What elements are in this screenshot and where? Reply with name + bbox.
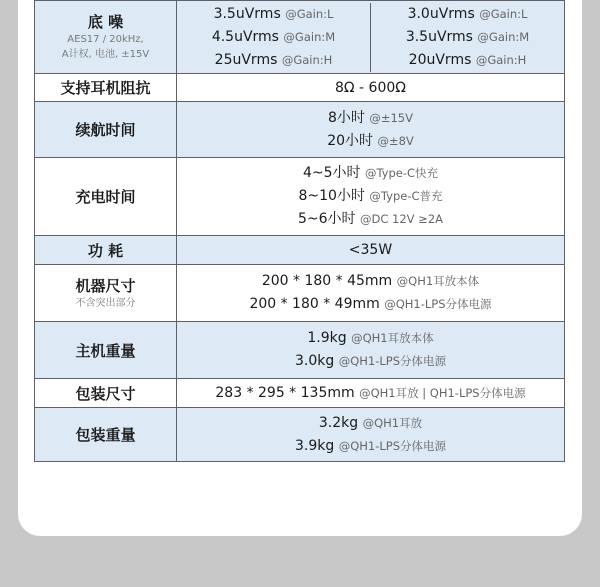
noise-left-note: @Gain:M [283,29,336,44]
row-power [35,236,565,265]
row-size [35,265,565,322]
noise-left-value: 4.5uVrms [211,28,279,45]
package-size-note: @QH1耳放 | QH1-LPS分体电源 [359,386,526,400]
impedance-value: 8Ω - 600Ω [177,74,565,102]
noise-left-value: 3.5uVrms [213,5,281,22]
charge-time-label: 充电时间 [35,158,177,236]
weight-note: @QH1-LPS分体电源 [338,354,447,368]
charge-time-value: 4~5小时 [302,165,361,181]
noise-values-cell [177,1,565,74]
noise-label-cell [35,1,177,74]
noise-left-note: @Gain:L [285,6,334,21]
charge-time-values [177,158,565,236]
battery-life-values [177,102,565,158]
size-value: 200 * 180 * 49mm [249,296,380,312]
package-weight-note: @QH1-LPS分体电源 [338,438,447,453]
row-package-size [35,379,565,408]
weight-label: 主机重量 [35,322,177,379]
noise-right-note: @Gain:M [477,29,530,44]
battery-life-note: @±8V [377,133,414,148]
row-impedance [35,74,565,102]
charge-time-note: @Type-C快充 [364,166,439,180]
package-weight-values [177,408,565,462]
noise-left-value: 25uVrms [214,51,278,68]
noise-right-value: 3.5uVrms [405,28,473,45]
row-weight [35,322,565,379]
noise-right [371,3,565,72]
size-value: 200 * 180 * 45mm [261,273,393,289]
noise-sub-1: AES17 / 20kHz, [67,34,144,45]
noise-split [177,3,564,72]
weight-value: 3.0kg [294,353,335,369]
package-size-label: 包装尺寸 [35,379,177,408]
noise-sub-2: A计权, 电池, ±15V [61,49,150,60]
size-values [177,265,565,322]
package-weight-value: 3.9kg [294,437,335,454]
noise-left [177,3,371,72]
impedance-label: 支持耳机阻抗 [35,74,177,102]
power-value: <35W [177,236,565,265]
weight-note: @QH1耳放本体 [351,331,434,345]
size-label-cell [35,265,177,322]
package-weight-note: @QH1耳放 [362,415,423,430]
battery-life-label: 续航时间 [35,102,177,158]
size-note: @QH1-LPS分体电源 [384,297,492,311]
package-size-cell [177,379,565,408]
noise-right-value: 20uVrms [408,51,472,68]
charge-time-note: @DC 12V ≥2A [359,212,443,226]
package-size-value: 283 * 295 * 135mm [215,385,355,401]
row-charge-time [35,158,565,236]
battery-life-value: 20小时 [327,132,374,149]
battery-life-note: @±15V [369,110,413,125]
charge-time-note: @Type-C普充 [369,189,443,203]
row-noise [35,1,565,74]
size-label: 机器尺寸 [75,276,136,295]
noise-label: 底 噪 [87,13,124,31]
weight-values [177,322,565,379]
spec-table [34,0,565,462]
package-weight-label: 包装重量 [35,408,177,462]
charge-time-value: 8~10小时 [298,188,365,204]
package-weight-value: 3.2kg [318,414,359,431]
charge-time-value: 5~6小时 [297,211,356,227]
row-package-weight [35,408,565,462]
weight-value: 1.9kg [307,330,347,346]
noise-left-note: @Gain:H [281,52,333,67]
power-label: 功 耗 [35,236,177,265]
row-battery-life [35,102,565,158]
battery-life-value: 8小时 [327,109,365,126]
noise-right-value: 3.0uVrms [407,5,475,22]
noise-right-note: @Gain:L [479,6,528,21]
size-note: @QH1耳放本体 [396,274,480,288]
size-sub: 不含突出部分 [75,297,136,309]
noise-right-note: @Gain:H [475,52,527,67]
